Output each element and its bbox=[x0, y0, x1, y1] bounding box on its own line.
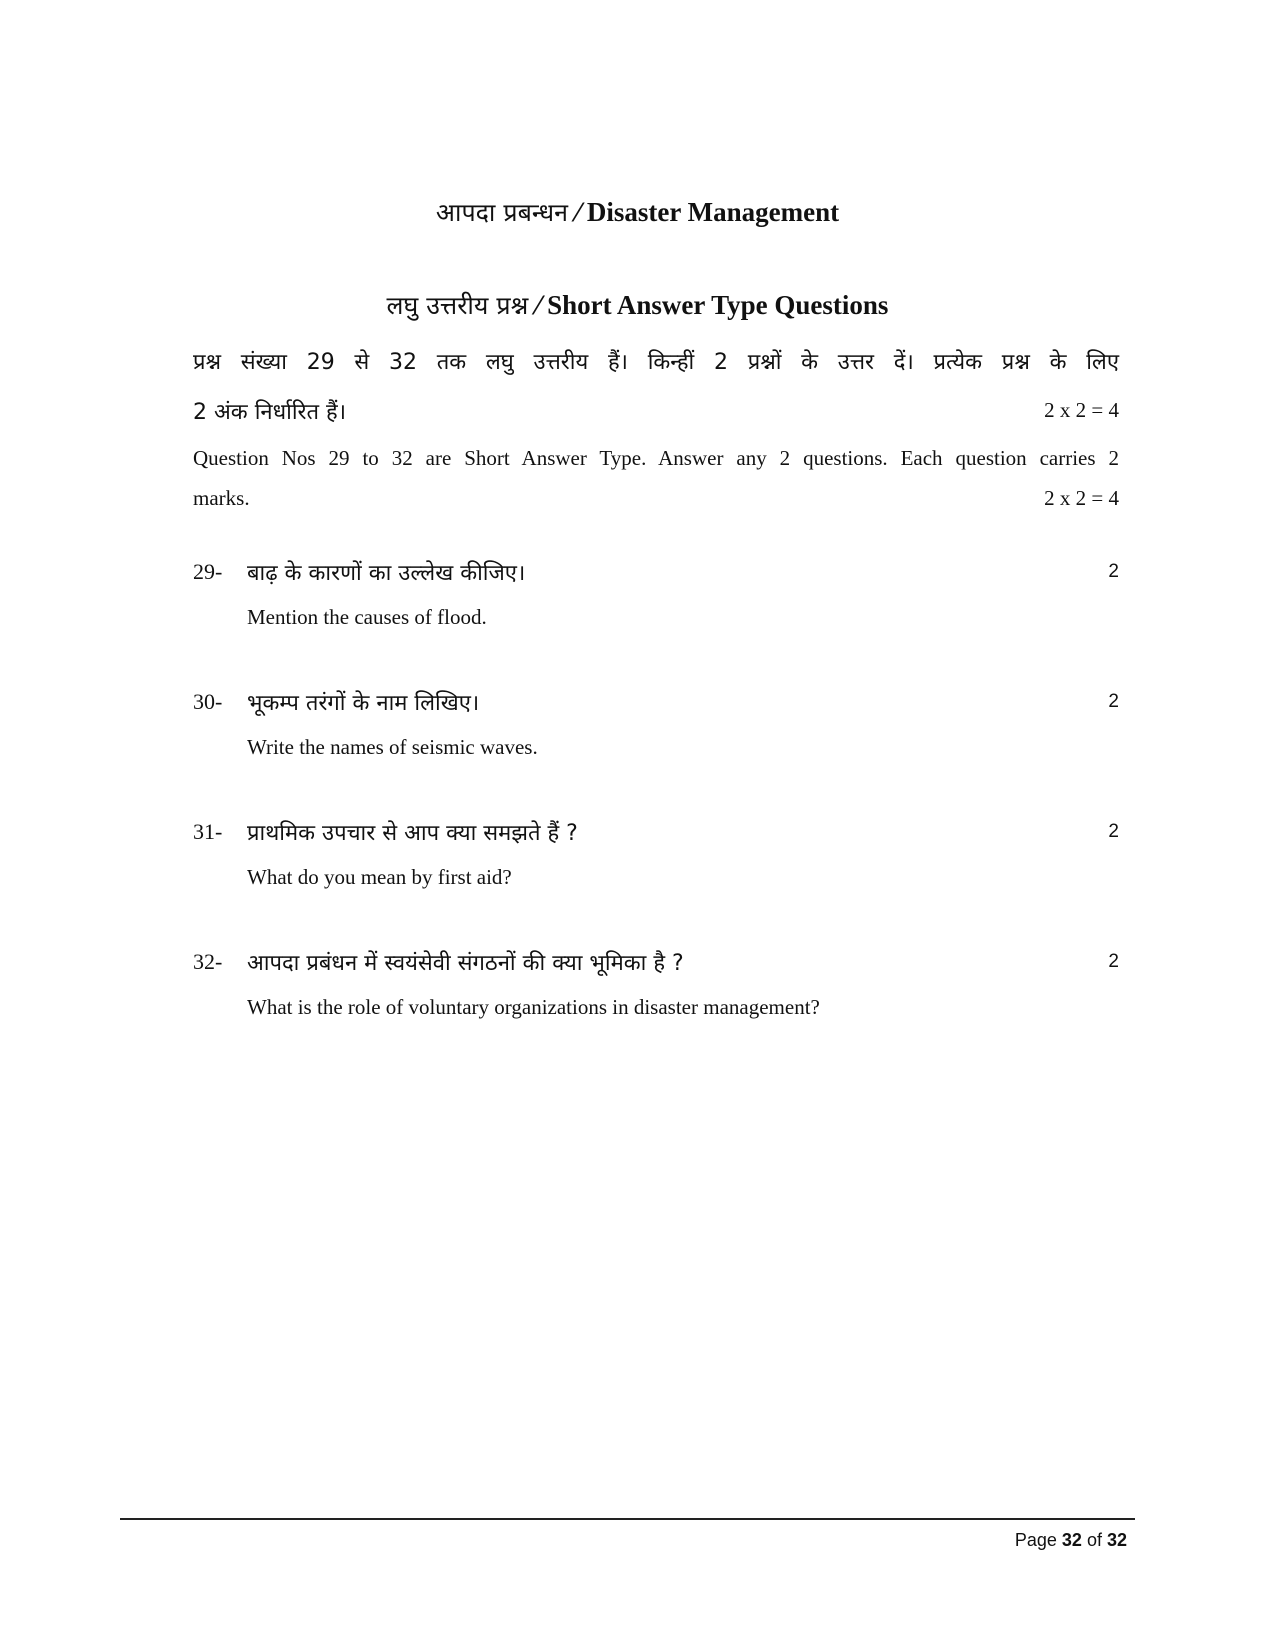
section-heading-hindi: लघु उत्तरीय प्रश्न ⁄ bbox=[386, 291, 541, 320]
footer-divider bbox=[120, 1518, 1135, 1520]
title-english: Disaster Management bbox=[586, 197, 840, 227]
page-title bbox=[0, 195, 1275, 229]
title-hindi: आपदा प्रबन्धन ⁄ bbox=[435, 198, 581, 227]
instructions-english-line1: Question Nos 29 to 32 are Short Answer Type. Answer any 2 questions. Each question carries 2 bbox=[193, 446, 1119, 470]
question-number: 30- bbox=[193, 689, 223, 714]
question-number: 32- bbox=[193, 949, 223, 974]
question-number: 31- bbox=[193, 819, 223, 844]
question-marks: 2 bbox=[1108, 561, 1119, 582]
question-text-hindi: बाढ़ के कारणों का उल्लेख कीजिए। bbox=[247, 561, 526, 586]
question-text-english: Write the names of seismic waves. bbox=[247, 735, 538, 759]
instructions-english-line2: marks. bbox=[193, 486, 250, 510]
question-text-english: What do you mean by first aid? bbox=[247, 865, 512, 889]
instructions-hindi-marks: 2 x 2 = 4 bbox=[1044, 398, 1119, 422]
section-heading bbox=[0, 288, 1275, 322]
question-number: 29- bbox=[193, 559, 223, 584]
page-label: Page bbox=[1014, 1530, 1057, 1550]
section-heading-english: Short Answer Type Questions bbox=[547, 290, 889, 320]
question-text-hindi: आपदा प्रबंधन में स्वयंसेवी संगठनों की क्या भूमिका है ? bbox=[247, 951, 684, 976]
page-total: 32 bbox=[1106, 1530, 1127, 1550]
question-marks: 2 bbox=[1108, 691, 1119, 712]
question-text-english: What is the role of voluntary organizations in disaster management? bbox=[247, 995, 820, 1019]
page-current: 32 bbox=[1061, 1530, 1082, 1550]
question-30 bbox=[193, 687, 1119, 767]
page-number bbox=[1015, 1530, 1127, 1551]
question-marks: 2 bbox=[1108, 821, 1119, 842]
question-text-hindi: प्राथमिक उपचार से आप क्या समझते हैं ? bbox=[247, 821, 578, 846]
instructions-hindi-line1: प्रश्न संख्या 29 से 32 तक लघु उत्तरीय हैं। किन्हीं 2 प्रश्नों के उत्तर दें। प्रत्येक प्रश्न के लिए bbox=[193, 350, 1119, 375]
question-32 bbox=[193, 947, 1119, 1027]
question-text-hindi: भूकम्प तरंगों के नाम लिखिए। bbox=[247, 691, 480, 716]
question-text-english: Mention the causes of flood. bbox=[247, 605, 487, 629]
instructions-hindi-line2: 2 अंक निर्धारित हैं। bbox=[193, 400, 347, 425]
question-marks: 2 bbox=[1108, 951, 1119, 972]
question-29 bbox=[193, 557, 1119, 637]
of-label: of bbox=[1086, 1530, 1102, 1550]
question-31 bbox=[193, 817, 1119, 897]
instructions-english-marks: 2 x 2 = 4 bbox=[1044, 486, 1119, 510]
